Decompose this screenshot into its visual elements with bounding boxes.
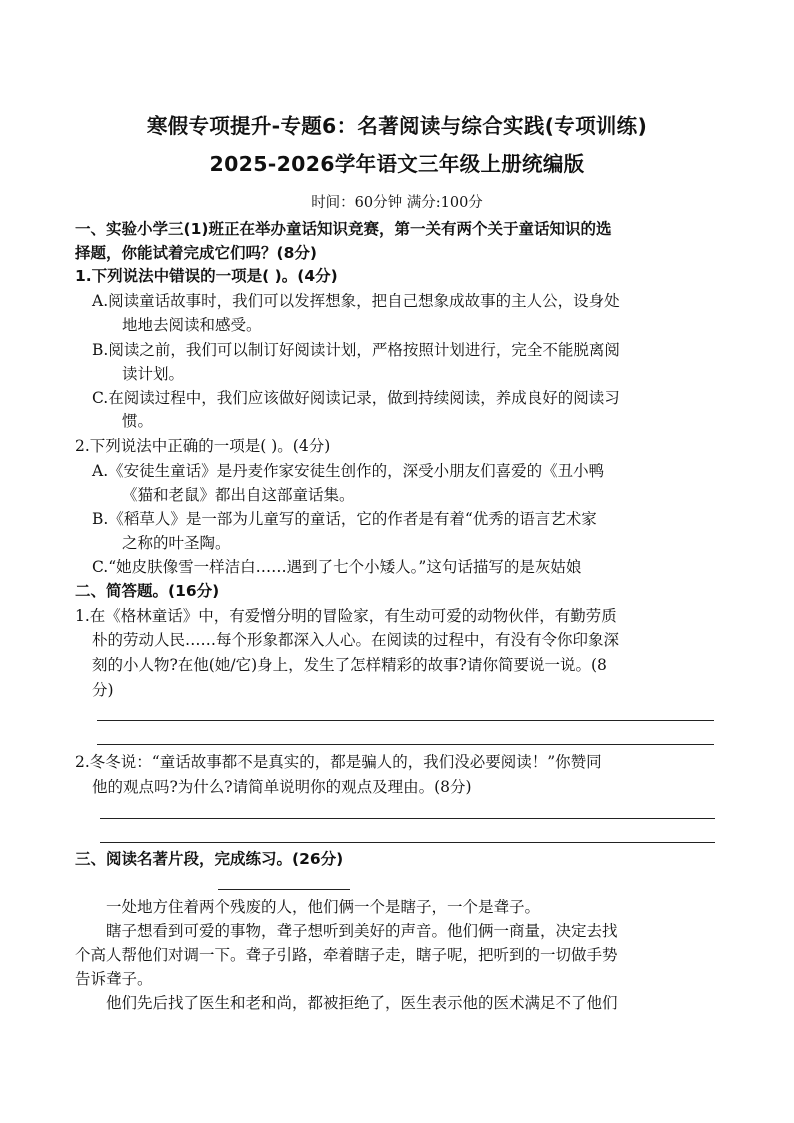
passage-paragraph-3: 他们先后找了医生和老和尚，都被拒绝了，医生表示他的医术满足不了他们 — [106, 994, 618, 1012]
exam-meta: 时间：60分钟 满分:100分 — [311, 195, 483, 211]
q2-option-c: C.“她皮肤像雪一样洁白……遇到了七个小矮人。”这句话描写的是灰姑娘 — [92, 558, 582, 576]
s2-q1-line4: 分) — [92, 681, 114, 699]
section1-heading-line2: 择题，你能试着完成它们吗？(8分) — [75, 244, 317, 262]
answer-line[interactable] — [97, 720, 714, 721]
passage-paragraph-2-cont: 告诉聋子。 — [75, 970, 153, 988]
q1-option-b: B.阅读之前，我们可以制订好阅读计划，严格按照计划进行，完全不能脱离阅 — [92, 341, 620, 359]
section2-heading: 二、简答题。(16分) — [75, 582, 220, 600]
q1-option-c-cont: 惯。 — [122, 412, 154, 430]
q2-stem: 2.下列说法中正确的一项是( )。(4分) — [75, 437, 331, 455]
s2-q1-line1: 1.在《格林童话》中，有爱憎分明的冒险家，有生动可爱的动物伙伴，有勤劳质 — [75, 607, 617, 625]
passage-paragraph-1: 一处地方住着两个残废的人，他们俩一个是瞎子，一个是聋子。 — [106, 898, 541, 916]
section1-heading-line1: 一、实验小学三(1)班正在举办童话知识竞赛，第一关有两个关于童话知识的选 — [75, 220, 612, 238]
q1-option-a-cont: 地地去阅读和感受。 — [122, 316, 262, 334]
s2-q2-line2: 他的观点吗?为什么?请简单说明你的观点及理由。(8分) — [92, 778, 472, 796]
page-title: 寒假专项提升-专题6：名著阅读与综合实践(专项训练) — [146, 114, 648, 138]
s2-q1-line3: 刻的小人物?在他(她/它)身上，发生了怎样精彩的故事?请你简要说一说。(8 — [92, 656, 607, 674]
title-blank-line[interactable] — [218, 889, 350, 890]
s2-q2-line1: 2.冬冬说：“童话故事都不是真实的，都是骗人的，我们没必要阅读！”你赞同 — [75, 753, 602, 771]
answer-line[interactable] — [100, 842, 715, 843]
passage-paragraph-2-cont: 个高人帮他们对调一下。聋子引路，牵着瞎子走，瞎子呢，把听到的一切做手势 — [75, 946, 618, 964]
q1-option-c: C.在阅读过程中，我们应该做好阅读记录，做到持续阅读，养成良好的阅读习 — [92, 389, 620, 407]
q2-option-a-cont: 《猫和老鼠》都出自这部童话集。 — [122, 486, 355, 504]
page-subtitle: 2025-2026学年语文三年级上册统编版 — [209, 152, 585, 176]
q2-option-b-cont: 之称的叶圣陶。 — [122, 534, 231, 552]
s2-q1-line2: 朴的劳动人民……每个形象都深入人心。在阅读的过程中，有没有令你印象深 — [92, 631, 620, 649]
answer-line[interactable] — [100, 818, 715, 819]
section3-heading: 三、阅读名著片段，完成练习。(26分) — [75, 850, 344, 868]
q1-stem: 1.下列说法中错误的一项是( )。(4分) — [75, 267, 338, 285]
q2-option-a: A.《安徒生童话》是丹麦作家安徒生创作的，深受小朋友们喜爱的《丑小鸭 — [92, 462, 605, 480]
q1-option-b-cont: 读计划。 — [122, 365, 185, 383]
q1-option-a: A.阅读童话故事时，我们可以发挥想象，把自己想象成故事的主人公，设身处 — [92, 292, 620, 310]
q2-option-b: B.《稻草人》是一部为儿童写的童话，它的作者是有着“优秀的语言艺术家 — [92, 510, 597, 528]
answer-line[interactable] — [97, 744, 714, 745]
passage-paragraph-2: 瞎子想看到可爱的事物，聋子想听到美好的声音。他们俩一商量，决定去找 — [106, 922, 618, 940]
